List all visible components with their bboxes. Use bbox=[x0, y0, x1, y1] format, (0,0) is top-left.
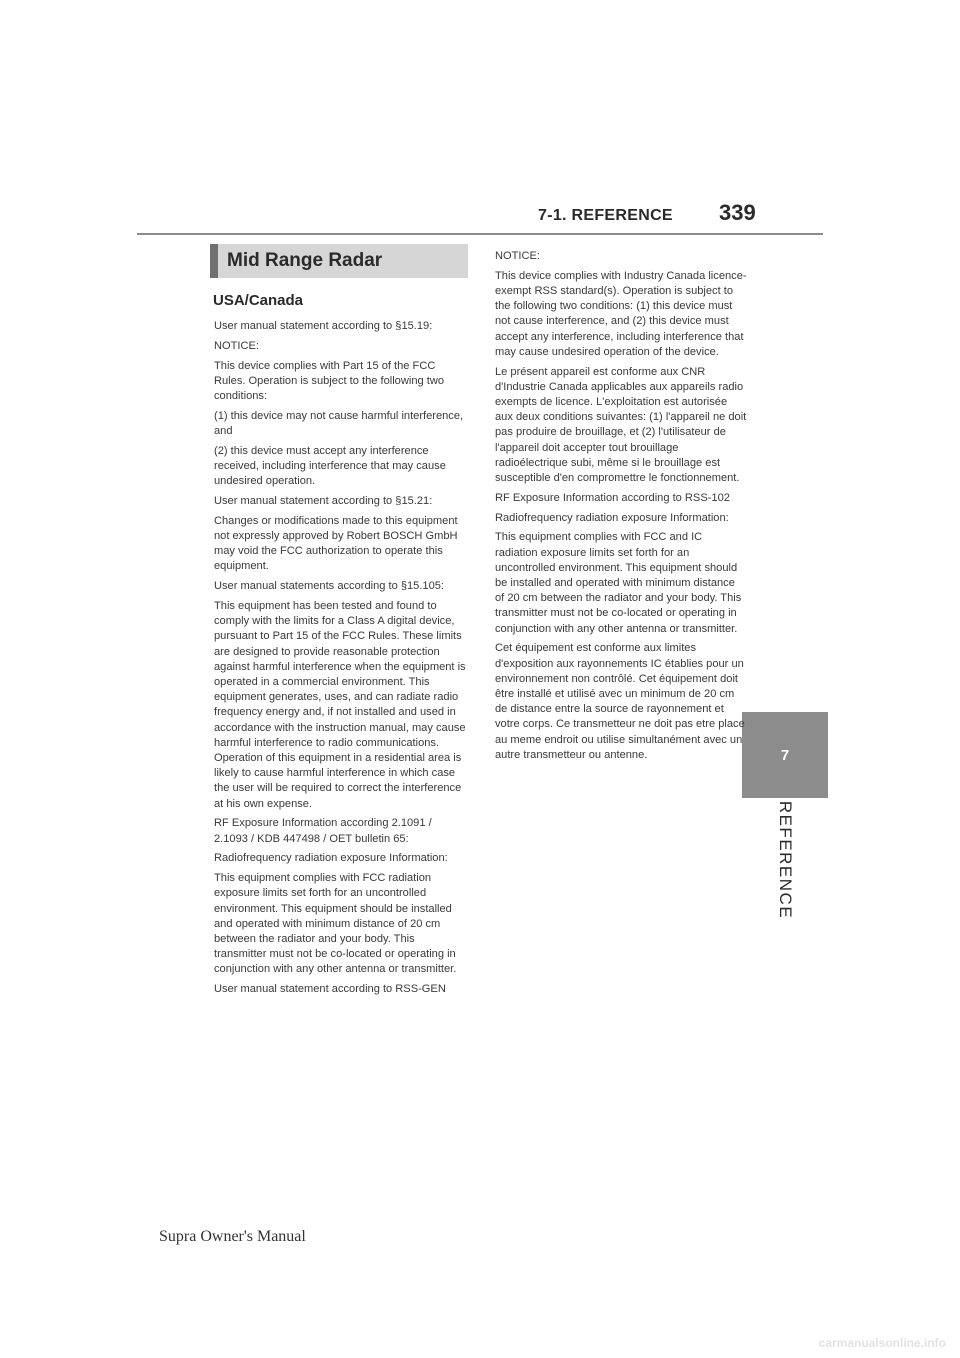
paragraph: RF Exposure Information according to RSS-102 bbox=[495, 491, 730, 504]
paragraph: User manual statement according to RSS-GEN bbox=[214, 983, 446, 996]
paragraph: This device complies with Industry Canada licence-exempt RSS standard(s). Operation is subject to the following two conditions: (1) this device must not cause interference, and (2) this device must accept any interference, including interference that may cause undesired operation of the device. bbox=[495, 269, 747, 358]
paragraph: Radiofrequency radiation exposure Information: bbox=[214, 852, 448, 865]
chapter-tab[interactable] bbox=[742, 712, 828, 798]
chapter-tab-number: 7 bbox=[780, 746, 790, 764]
paragraph: Radiofrequency radiation exposure Information: bbox=[495, 511, 729, 524]
paragraph: (2) this device must accept any interference received, including interference that may cause undesired operation. bbox=[214, 444, 446, 488]
section-title-bar bbox=[210, 244, 468, 278]
section-title: Mid Range Radar bbox=[227, 250, 383, 271]
paragraph: (1) this device may not cause harmful interference, and bbox=[214, 409, 464, 437]
paragraph: This equipment has been tested and found to comply with the limits for a Class A digital device, pursuant to Part 15 of the FCC Rules. These limits are designed to provide reasonable protection against harmful interference when the equipment is operated in a commercial environment. This equipment generates, uses, and can radiate radio frequency energy and, if not installed and used in accordance with the instruction manual, may cause harmful interference to radio communications. Operation of this equipment in a residential area is likely to cause harmful interference in which case the user will be required to correct the interference at his own expense. bbox=[214, 600, 466, 810]
header-section-title: 7-1. REFERENCE bbox=[538, 207, 673, 224]
paragraph: NOTICE: bbox=[495, 250, 540, 262]
right-text-column bbox=[495, 249, 747, 768]
paragraph: RF Exposure Information according 2.1091 / 2.1093 / KDB 447498 / OET bulletin 65: bbox=[214, 817, 432, 845]
chapter-side-label: REFERENCE bbox=[776, 800, 795, 920]
paragraph: User manual statements according to §15.105: bbox=[214, 580, 445, 593]
paragraph: Le présent appareil est conforme aux CNR d'Industrie Canada applicables aux appareils radio exempts de licence. L'exploitation est autorisée aux deux conditions suivantes: (1) l'appareil ne doit pas produire de brouillage, et (2) l'utilisateur de l'appareil doit accepter tout brouillage radioélectrique subi, même si le brouillage est susceptible d'en compromettre le fonctionnement. bbox=[495, 365, 747, 485]
left-text-column bbox=[214, 319, 466, 1002]
paragraph: This equipment complies with FCC radiation exposure limits set forth for an uncontrolled environment. This equipment should be installed and operated with minimum distance of 20 cm between the radiator and your body. This transmitter must not be co-located or operating in conjunction with any other antenna or transmitter. bbox=[214, 872, 457, 976]
paragraph: Changes or modifications made to this equipment not expressly approved by Robert BOSCH GmbH may void the FCC authorization to operate this equipment. bbox=[214, 514, 458, 573]
paragraph: Cet équipement est conforme aux limites d'exposition aux rayonnements IC établies pour un environnement non contrôlé. Cet équipement doit être installé et utilisé avec un minimum de 20 cm de distance entre la source de rayonnement et votre corps. Ce transmetteur ne doit pas etre place au meme endroit ou utilise simultanément avec un autre transmetteur ou antenne. bbox=[495, 642, 745, 761]
watermark: carmanualsonline.info bbox=[818, 1336, 946, 1350]
page-number: 339 bbox=[719, 200, 756, 225]
paragraph: User manual statement according to §15.19: bbox=[214, 320, 433, 332]
paragraph: This equipment complies with FCC and IC radiation exposure limits set forth for an uncontrolled environment. This equipment should be installed and operated with minimum distance of 20 cm between the radiator and your body. This transmitter must not be co-located or operating in conjunction with any other antenna or transmitter. bbox=[495, 531, 742, 635]
paragraph: User manual statement according to §15.21: bbox=[214, 495, 433, 507]
section-subheading: USA/Canada bbox=[213, 292, 304, 309]
paragraph: NOTICE: bbox=[214, 339, 259, 352]
footer-manual-title: Supra Owner's Manual bbox=[159, 1228, 306, 1245]
paragraph: This device complies with Part 15 of the FCC Rules. Operation is subject to the following two conditions: bbox=[214, 359, 445, 402]
header-divider bbox=[137, 233, 823, 235]
